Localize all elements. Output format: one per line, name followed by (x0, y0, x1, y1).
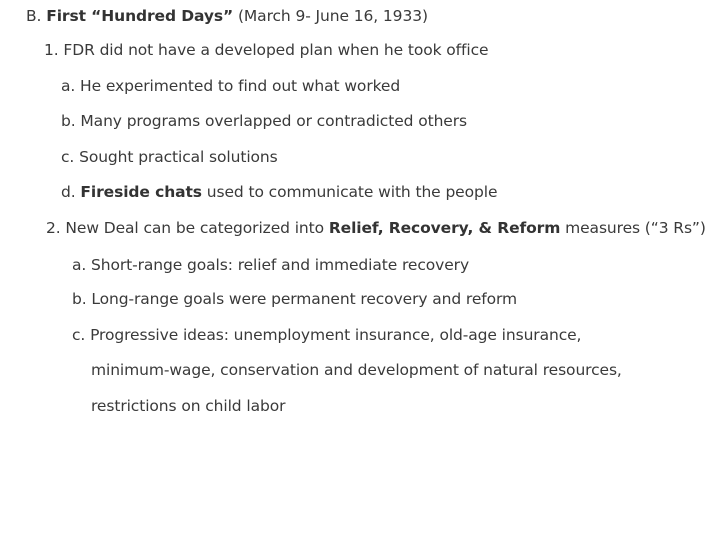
item-d-prefix: d. (61, 183, 81, 201)
point-2-suffix: measures (“3 Rs”) (560, 219, 706, 237)
heading-suffix: (March 9- June 16, 1933) (233, 7, 428, 25)
point-2-bold: Relief, Recovery, & Reform (328, 219, 561, 237)
heading-bold: First “Hundred Days” (46, 7, 234, 25)
heading-prefix: B. (26, 7, 47, 25)
section-heading (26, 6, 428, 26)
point-2 (46, 218, 706, 238)
point-1-item-d (61, 182, 497, 202)
point-2-item-b: b. Long-range goals were permanent recovery and reform (72, 290, 518, 308)
item-d-bold: Fireside chats (80, 183, 202, 201)
point-2-prefix: 2. New Deal can be categorized into (46, 219, 329, 237)
point-2-item-c-continued-2: restrictions on child labor (91, 397, 286, 415)
point-1-item-c: c. Sought practical solutions (61, 148, 278, 166)
point-1: 1. FDR did not have a developed plan when he took office (44, 41, 489, 59)
point-2-item-c-continued-1: minimum-wage, conservation and development of natural resources, (91, 361, 622, 379)
item-d-suffix: used to communicate with the people (201, 183, 498, 201)
point-1-item-b: b. Many programs overlapped or contradicted others (61, 112, 467, 130)
point-2-item-a: a. Short-range goals: relief and immediate recovery (72, 256, 470, 274)
point-1-item-a: a. He experimented to find out what worked (61, 77, 401, 95)
point-2-item-c: c. Progressive ideas: unemployment insurance, old-age insurance, (72, 326, 582, 344)
